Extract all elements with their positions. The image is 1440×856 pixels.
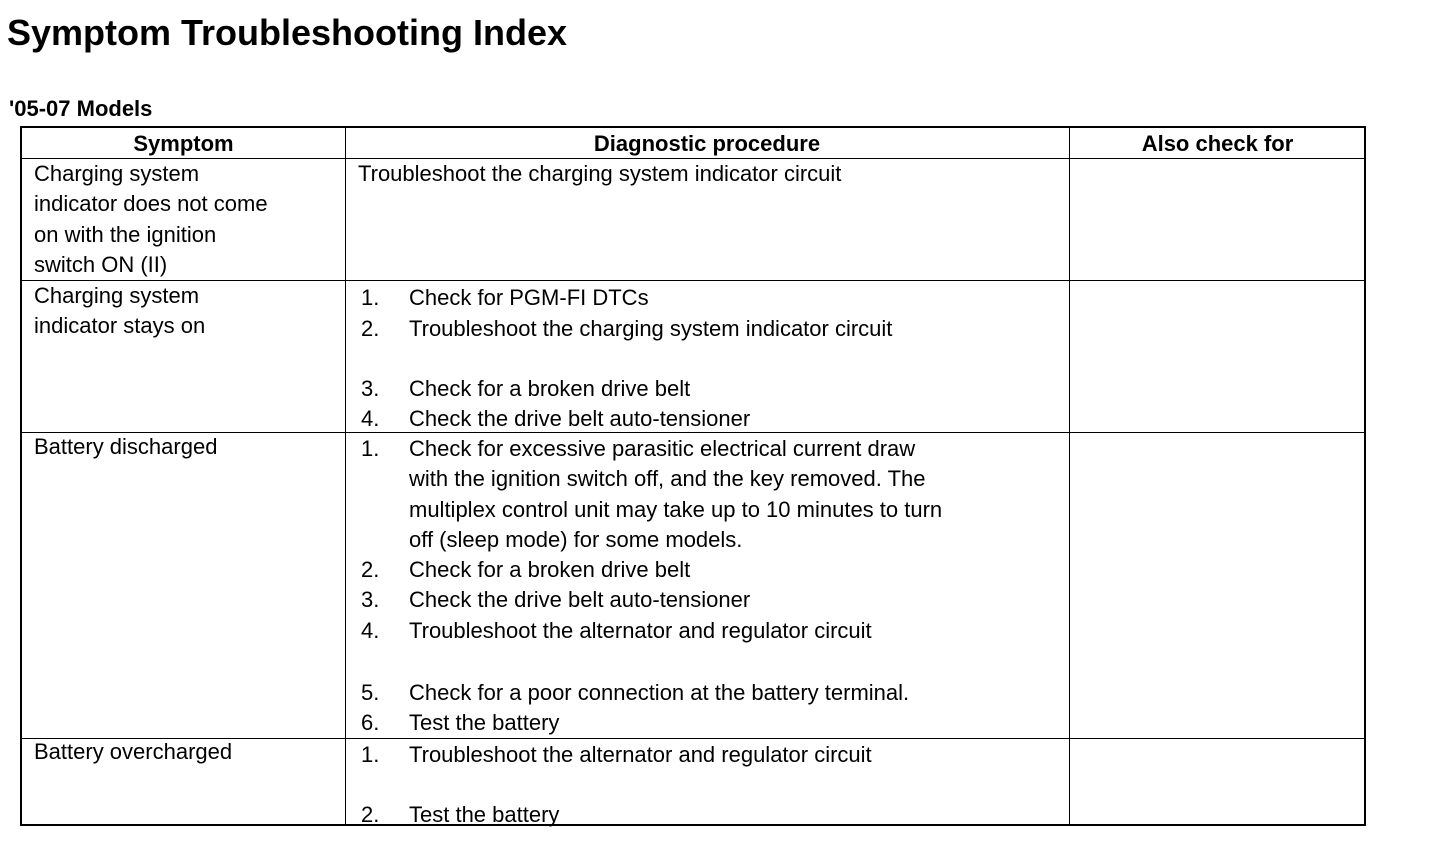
step-line: Check for excessive parasitic electrical current draw [409, 436, 916, 461]
procedure-text: Troubleshoot the charging system indicator circuit [358, 161, 842, 186]
symptom-line: Charging system [34, 283, 200, 308]
step-text: Check the drive belt auto-tensioner [409, 587, 751, 612]
step-text: Test the battery [409, 802, 560, 827]
step-number: 2. [361, 557, 380, 582]
step-text: Check for a poor connection at the battery terminal. [409, 680, 910, 705]
symptom-line: switch ON (II) [34, 251, 168, 277]
section-label: '05-07 Models [9, 96, 153, 121]
symptom-line: Battery overcharged [34, 739, 233, 764]
symptom-cell [34, 432, 217, 462]
step-text: Check for PGM-FI DTCs [409, 285, 649, 310]
symptom-cell [34, 737, 232, 767]
step-text: Check the drive belt auto-tensioner [409, 406, 751, 431]
step-number: 5. [361, 680, 380, 705]
symptom-cell [34, 159, 268, 280]
step-line: multiplex control unit may take up to 10 minutes to turn [409, 496, 943, 522]
step-number: 3. [361, 376, 380, 401]
step-line: off (sleep mode) for some models. [409, 526, 743, 552]
symptom-line: on with the ignition [34, 221, 217, 247]
step-text: Test the battery [409, 710, 560, 735]
page-title: Symptom Troubleshooting Index [7, 12, 568, 53]
step-text: Troubleshoot the alternator and regulator circuit [409, 742, 872, 767]
step-number: 1. [361, 742, 380, 767]
step-number: 1. [361, 285, 380, 310]
step-line: with the ignition switch off, and the key removed. The [409, 466, 926, 492]
step-number: 1. [361, 436, 380, 461]
step-number: 4. [361, 406, 380, 431]
step-number: 6. [361, 710, 380, 735]
symptom-line: indicator stays on [34, 313, 206, 339]
step-text: Check for a broken drive belt [409, 376, 691, 401]
column-divider [345, 128, 346, 824]
symptom-table [20, 126, 1366, 826]
step-text: Troubleshoot the charging system indicator circuit [409, 316, 893, 341]
step-text: Troubleshoot the alternator and regulator circuit [409, 618, 872, 643]
header-diagnostic-procedure: Diagnostic procedure [593, 131, 821, 156]
step-number: 4. [361, 618, 380, 643]
step-number: 2. [361, 316, 380, 341]
step-text [409, 434, 942, 555]
symptom-line: Battery discharged [34, 434, 218, 459]
header-symptom: Symptom [133, 131, 234, 156]
symptom-line: indicator does not come [34, 191, 268, 217]
symptom-line: Charging system [34, 161, 200, 186]
step-number: 2. [361, 802, 380, 827]
symptom-cell [34, 281, 205, 342]
header-also-check-for: Also check for [1141, 131, 1294, 156]
step-text: Check for a broken drive belt [409, 557, 691, 582]
column-divider [1069, 128, 1070, 824]
step-number: 3. [361, 587, 380, 612]
